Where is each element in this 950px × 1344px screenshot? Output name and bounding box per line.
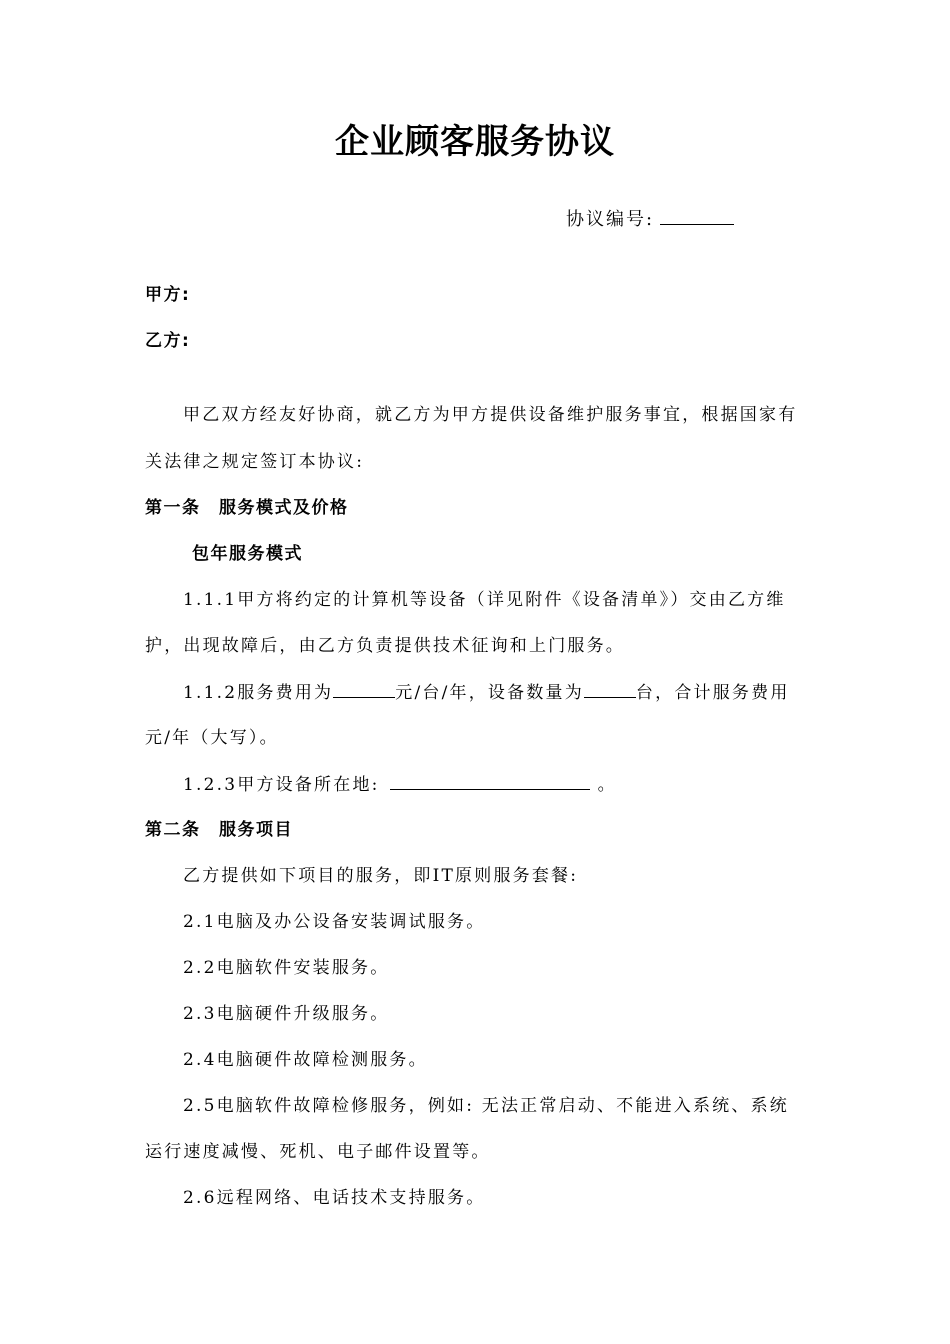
agreement-number-label: 协议编号: [566,209,655,230]
article-1-subheading: 包年服务模式 [192,544,303,564]
party-b-label: 乙方: [145,331,191,351]
clause-1-1-2-part-1: 1.1.2服务费用为 [183,683,334,703]
service-item-2-5-line-2: 运行速度减慢、死机、电子邮件设置等。 [145,1142,491,1162]
party-a-label: 甲方: [145,285,191,305]
service-item-2-3: 2.3电脑硬件升级服务。 [183,1004,390,1024]
agreement-number [566,206,734,233]
service-item-2-2: 2.2电脑软件安装服务。 [183,958,390,978]
clause-1-1-2-line-2: 元/年（大写）。 [145,728,279,748]
clause-1-2-3-label: 1.2.3甲方设备所在地: [183,775,380,795]
clause-1-2-3 [183,771,617,798]
clause-1-1-2-line-1 [183,679,790,706]
clause-1-1-1-line-1: 1.1.1甲方将约定的计算机等设备（详见附件《设备清单》）交由乙方维 [183,590,786,610]
document-title: 企业顾客服务协议 [335,122,615,162]
service-item-2-1: 2.1电脑及办公设备安装调试服务。 [183,912,486,932]
service-item-2-5-line-1: 2.5电脑软件故障检修服务，例如: 无法正常启动、不能进入系统、系统 [183,1096,789,1116]
service-item-2-6: 2.6远程网络、电话技术支持服务。 [183,1188,486,1208]
device-location-blank [390,771,590,790]
service-item-2-4: 2.4电脑硬件故障检测服务。 [183,1050,428,1070]
clause-1-1-1-line-2: 护，出现故障后，由乙方负责提供技术征询和上门服务。 [145,636,625,656]
clause-1-2-3-end: 。 [597,775,617,795]
article-2-heading: 第二条 服务项目 [145,820,293,840]
device-count-blank [584,679,636,698]
clause-1-1-2-part-3: 台，合计服务费用 [635,683,790,703]
clause-1-1-2-part-2: 元/台/年，设备数量为 [395,683,584,703]
service-fee-blank [333,679,395,698]
article-2-intro: 乙方提供如下项目的服务，即IT原则服务套餐: [183,866,579,886]
article-1-heading: 第一条 服务模式及价格 [145,498,349,518]
intro-paragraph-line-2: 关法律之规定签订本协议: [145,452,365,472]
agreement-number-blank [660,206,734,225]
intro-paragraph-line-1: 甲乙双方经友好协商，就乙方为甲方提供设备维护服务事宜，根据国家有 [183,405,798,425]
